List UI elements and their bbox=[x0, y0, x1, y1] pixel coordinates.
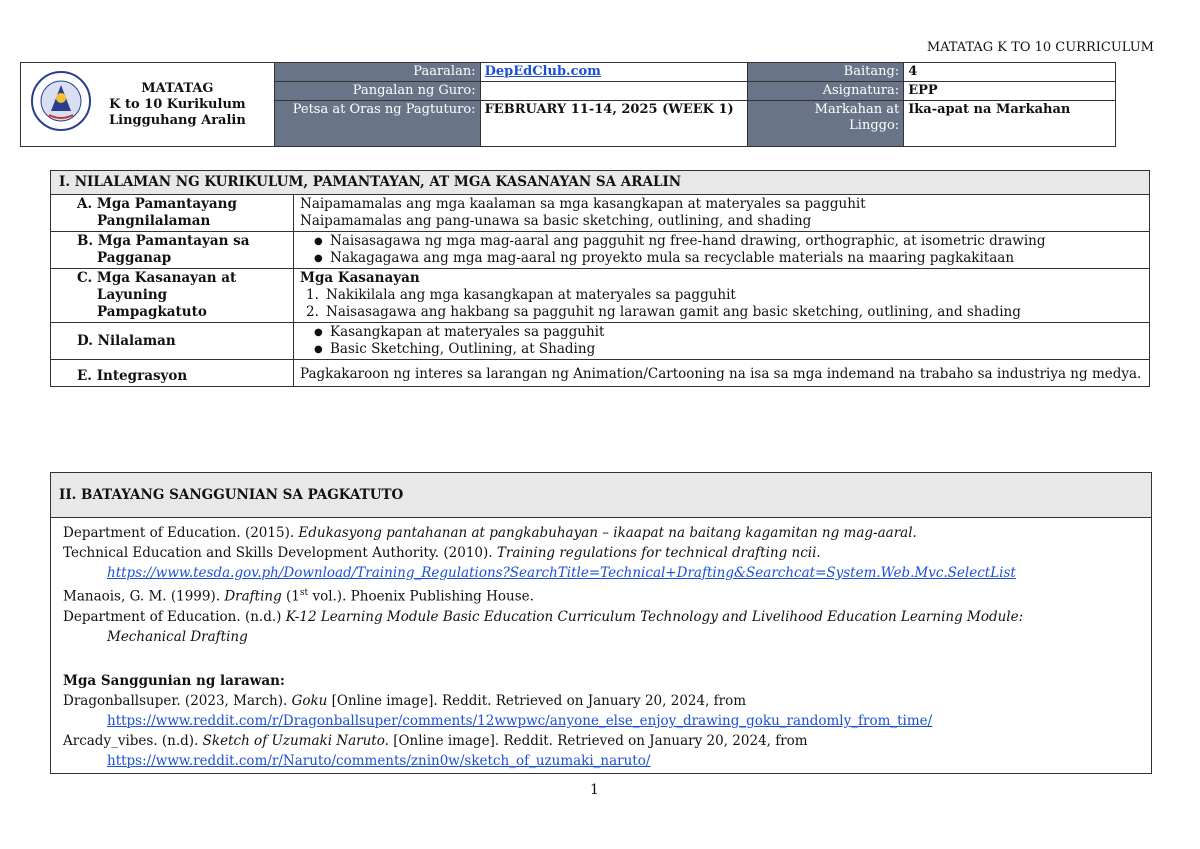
row-b-content bbox=[294, 232, 1150, 269]
page-number: 1 bbox=[590, 782, 599, 798]
ref4-author: Department of Education. (n.d.) bbox=[63, 608, 286, 625]
row-a-label-1: A. Mga Pamantayang bbox=[77, 196, 237, 212]
row-d-label: D. Nilalaman bbox=[51, 323, 294, 360]
markahan-label-1: Markahan at bbox=[814, 102, 900, 117]
image-reference-list bbox=[63, 671, 1143, 771]
ref4-title-cont: Mechanical Drafting bbox=[107, 628, 248, 645]
row-c-label-1: C. Mga Kasanayan at bbox=[77, 270, 237, 286]
section1-table bbox=[50, 170, 1150, 387]
paaralan-value bbox=[480, 63, 748, 82]
reference-2-link-row bbox=[63, 563, 1143, 583]
list-text: Nakikilala ang mga kasangkapan at materyales sa pagguhit bbox=[326, 287, 736, 303]
row-a-label bbox=[51, 195, 294, 232]
list-number: 1. bbox=[306, 287, 319, 303]
list-item bbox=[306, 287, 1143, 304]
row-a-line1: Naipamamalas ang mga kaalaman sa mga kasangkapan at materyales sa pagguhit bbox=[300, 196, 866, 212]
tesda-link[interactable]: https://www.tesda.gov.ph/Download/Training_Regulations?SearchTitle=Technical+Drafting&Searchcat=System.Web.Mvc.SelectList bbox=[107, 565, 1016, 581]
ref2-title: Training regulations for technical drafting ncii. bbox=[496, 545, 821, 561]
section1-title: I. NILALAMAN NG KURIKULUM, PAMANTAYAN, AT MGA KASANAYAN SA ARALIN bbox=[51, 171, 1150, 195]
list-item: ● Basic Sketching, Outlining, at Shading bbox=[330, 341, 1143, 358]
school-link[interactable]: DepEdClub.com bbox=[484, 64, 601, 79]
image-reference-1 bbox=[63, 691, 1143, 711]
row-b-label-2: Pagganap bbox=[97, 250, 172, 266]
row-e-content: Pagkakaroon ng interes sa larangan ng Animation/Cartooning na isa sa mga indemand na trabaho sa industriya ng medya. bbox=[294, 360, 1150, 387]
reference-3 bbox=[63, 583, 1143, 607]
markahan-value: Ika-apat na Markahan bbox=[904, 101, 1116, 147]
image-reference-2-link-row bbox=[63, 751, 1143, 771]
row-b-label-1: B. Mga Pamantayan sa bbox=[77, 233, 250, 249]
row-a-content bbox=[294, 195, 1150, 232]
reference-list bbox=[63, 523, 1143, 647]
img1-title: Goku bbox=[291, 693, 328, 709]
header-table bbox=[20, 62, 1116, 147]
deped-seal-icon bbox=[31, 71, 91, 131]
img1-rest: [Online image]. Reddit. Retrieved on January 20, 2024, from bbox=[327, 693, 747, 709]
list-number: 2. bbox=[306, 304, 319, 320]
img2-author: Arcady_vibes. (n.d). bbox=[63, 733, 203, 749]
img2-rest: [Online image]. Reddit. Retrieved on January 20, 2024, from bbox=[388, 733, 808, 749]
row-c-content bbox=[294, 269, 1150, 323]
section2-box bbox=[50, 472, 1152, 774]
ref4-title: K-12 Learning Module Basic Education Curriculum Technology and Livelihood Education Learning Module: bbox=[285, 608, 1024, 625]
list-item bbox=[306, 304, 1143, 321]
ref3-publisher: vol.). Phoenix Publishing House. bbox=[308, 588, 534, 605]
image-references-heading: Mga Sanggunian ng larawan: bbox=[63, 673, 285, 689]
row-e-label: E. Integrasyon bbox=[51, 360, 294, 387]
section2-title: II. BATAYANG SANGGUNIAN SA PAGKATUTO bbox=[51, 473, 1151, 518]
reference-2 bbox=[63, 543, 1143, 563]
header-title-1: MATATAG bbox=[141, 80, 214, 96]
row-c-heading: Mga Kasanayan bbox=[300, 270, 420, 286]
guro-value bbox=[480, 82, 748, 101]
guro-label: Pangalan ng Guro: bbox=[274, 82, 480, 101]
image-reference-2 bbox=[63, 731, 1143, 751]
list-item: ● Nakagagawa ang mga mag-aaral ng proyekto mula sa recyclable materials na maaring pagkakitaan bbox=[330, 250, 1143, 267]
reference-4-cont bbox=[63, 627, 1143, 647]
curriculum-label: MATATAG K TO 10 CURRICULUM bbox=[926, 40, 1154, 55]
row-d-content bbox=[294, 323, 1150, 360]
row-a-line2: Naipamamalas ang pang-unawa sa basic sketching, outlining, and shading bbox=[300, 213, 812, 229]
img2-title: Sketch of Uzumaki Naruto. bbox=[202, 733, 389, 749]
ref3-author: Manaois, G. M. (1999). bbox=[63, 588, 225, 605]
petsa-label: Petsa at Oras ng Pagtuturo: bbox=[274, 101, 480, 147]
row-c-label-3: Pampagkatuto bbox=[97, 304, 207, 320]
petsa-value: FEBRUARY 11-14, 2025 (WEEK 1) bbox=[480, 101, 748, 147]
list-item: ● Naisasagawa ng mga mag-aaral ang pagguhit ng free-hand drawing, orthographic, at isometric drawing bbox=[330, 233, 1143, 250]
reference-4 bbox=[63, 607, 1143, 627]
row-c-label bbox=[51, 269, 294, 323]
row-c-label-2: Layuning bbox=[97, 287, 168, 303]
ref1-author: Department of Education. (2015). bbox=[63, 525, 299, 541]
baitang-value: 4 bbox=[904, 63, 1116, 82]
row-a-label-2: Pangnilalaman bbox=[97, 213, 211, 229]
asignatura-label: Asignatura: bbox=[748, 82, 904, 101]
ref1-title: Edukasyong pantahanan at pangkabuhayan – ikaapat na baitang kagamitan ng mag-aaral. bbox=[298, 525, 917, 541]
ref3-ed: (1 bbox=[281, 588, 300, 605]
markahan-label bbox=[748, 101, 904, 147]
asignatura-value: EPP bbox=[904, 82, 1116, 101]
goku-link[interactable]: https://www.reddit.com/r/Dragonballsuper/comments/12wwpwc/anyone_else_enjoy_drawing_goku_randomly_from_time/ bbox=[107, 713, 933, 729]
reference-1 bbox=[63, 523, 1143, 543]
markahan-label-2: Linggo: bbox=[849, 118, 900, 133]
header-title-2: K to 10 Kurikulum bbox=[109, 96, 246, 112]
header-title-3: Lingguhang Aralin bbox=[109, 112, 246, 128]
ref3-sup: st bbox=[299, 588, 309, 598]
img1-author: Dragonballsuper. (2023, March). bbox=[63, 693, 292, 709]
image-reference-1-link-row bbox=[63, 711, 1143, 731]
header-title-cell bbox=[21, 63, 275, 147]
list-item: ● Kasangkapan at materyales sa pagguhit bbox=[330, 324, 1143, 341]
baitang-label: Baitang: bbox=[748, 63, 904, 82]
paaralan-label: Paaralan: bbox=[274, 63, 480, 82]
ref2-author: Technical Education and Skills Development Authority. (2010). bbox=[63, 545, 497, 561]
row-b-label bbox=[51, 232, 294, 269]
naruto-link[interactable]: https://www.reddit.com/r/Naruto/comments/znin0w/sketch_of_uzumaki_naruto/ bbox=[107, 753, 651, 769]
ref3-title: Drafting bbox=[224, 588, 282, 605]
list-text: Naisasagawa ang hakbang sa pagguhit ng larawan gamit ang basic sketching, outlining, and shading bbox=[326, 304, 1021, 320]
